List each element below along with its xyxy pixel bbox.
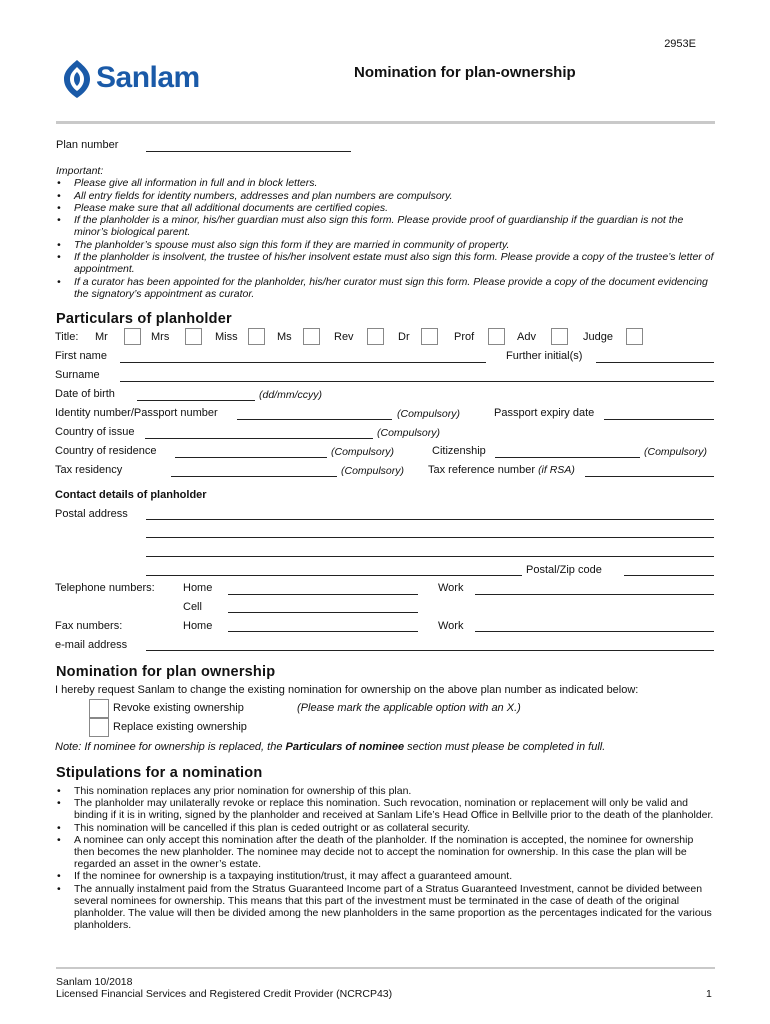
- dob-label: Date of birth: [55, 388, 115, 400]
- stipulations-list: [56, 785, 716, 931]
- dob-format-hint: (dd/mm/ccyy): [259, 389, 322, 401]
- tax-ref-label-text: Tax reference number: [428, 464, 535, 476]
- brand-name: Sanlam: [96, 61, 200, 94]
- plan-number-label: Plan number: [56, 139, 119, 151]
- footer-divider: [56, 967, 715, 969]
- cell-label: Cell: [183, 601, 202, 613]
- title-checkbox-mr[interactable]: [124, 328, 141, 345]
- particulars-heading: Particulars of planholder: [56, 311, 232, 327]
- nomination-heading: Nomination for plan ownership: [56, 664, 276, 680]
- postal-address-line-2[interactable]: [146, 537, 714, 538]
- title-checkbox-dr[interactable]: [421, 328, 438, 345]
- country-issue-compulsory-note: (Compulsory): [377, 427, 441, 439]
- title-option-mrs: Mrs: [151, 331, 170, 343]
- form-code: 2953E: [664, 38, 696, 50]
- stipulation-item: • This nomination will be cancelled if this plan is ceded outright or as collateral security.: [56, 822, 716, 834]
- title-checkbox-mrs[interactable]: [185, 328, 202, 345]
- fax-home-field[interactable]: [228, 631, 418, 632]
- stipulation-item: • The annually instalment paid from the Stratus Guaranteed Income part of a Stratus Guaranteed Investment, cannot be divided between several nominees for ownership. This means that this part of the investment must be terminated in the case of death of the original planholder. The value will then be divided among the new planholders in the same proportion as the percentages indicated for the various planholders.: [56, 883, 716, 932]
- surname-field[interactable]: [120, 381, 714, 382]
- title-option-adv: Adv: [517, 331, 536, 343]
- fax-home-label: Home: [183, 620, 213, 632]
- email-field[interactable]: [146, 650, 714, 651]
- cell-field[interactable]: [228, 612, 418, 613]
- important-item: • Please make sure that all additional documents are certified copies.: [56, 202, 716, 214]
- tax-residency-label: Tax residency: [55, 464, 123, 476]
- stipulations-heading: Stipulations for a nomination: [56, 765, 263, 781]
- footer-line-2: Licensed Financial Services and Registered Credit Provider (NCRCP43): [56, 988, 393, 1000]
- stipulation-item: • This nomination replaces any prior nomination for ownership of this plan.: [56, 785, 716, 797]
- passport-expiry-field[interactable]: [604, 419, 714, 420]
- important-item: • If the planholder is a minor, his/her guardian must also sign this form. Please provide proof of guardianship if the guardian is not the minor’s biological parent.: [56, 214, 716, 239]
- postal-code-label: Postal/Zip code: [526, 564, 602, 576]
- stipulation-item: • A nominee can only accept this nomination after the death of the planholder. If the nomination is accepted, the nominee for ownership then becomes the new planholder. The nominee may decide not to accept the nomination for ownership. In this case the plan will be regarded an asset in the owner’s estate.: [56, 834, 716, 871]
- further-initials-field[interactable]: [596, 362, 714, 363]
- postal-address-line-3[interactable]: [146, 556, 714, 557]
- postal-address-label: Postal address: [55, 508, 128, 520]
- header-divider: [56, 121, 715, 124]
- title-option-judge: Judge: [583, 331, 613, 343]
- stipulation-item: • The planholder may unilaterally revoke or replace this nomination. Such revocation, nomination or replacement will only be valid and binding if it is in writing, signed by the planholder and received at Sanlam Life’s Head Office in Bellville prior to the death of the planholder.: [56, 797, 716, 821]
- sanlam-shield-icon: [60, 58, 94, 100]
- postal-address-line-1[interactable]: [146, 519, 714, 520]
- page-number: 1: [706, 988, 712, 1000]
- revoke-label: Revoke existing ownership: [113, 702, 244, 714]
- title-option-miss: Miss: [215, 331, 238, 343]
- title-checkbox-ms[interactable]: [303, 328, 320, 345]
- telephone-home-field[interactable]: [228, 594, 418, 595]
- country-residence-compulsory-note: (Compulsory): [331, 446, 395, 458]
- title-checkbox-judge[interactable]: [626, 328, 643, 345]
- telephone-label: Telephone numbers:: [55, 582, 155, 594]
- title-option-ms: Ms: [277, 331, 292, 343]
- telephone-home-label: Home: [183, 582, 213, 594]
- footer-line-1: Sanlam 10/2018: [56, 976, 133, 988]
- important-item: • If the planholder is insolvent, the trustee of his/her insolvent estate must also sign this form. Please provide a copy of the trustee’s letter of appointment.: [56, 251, 716, 276]
- country-issue-field[interactable]: [145, 438, 373, 439]
- important-heading: Important:: [56, 165, 104, 177]
- country-residence-field[interactable]: [175, 457, 327, 458]
- telephone-work-label: Work: [438, 582, 464, 594]
- fax-work-label: Work: [438, 620, 464, 632]
- title-option-mr: Mr: [95, 331, 108, 343]
- important-item: • If a curator has been appointed for the planholder, his/her curator must sign this form. Please provide a copy of the document evidencing the signatory’s appointment as curator.: [56, 276, 716, 301]
- first-name-label: First name: [55, 350, 107, 362]
- title-option-dr: Dr: [398, 331, 410, 343]
- citizenship-field[interactable]: [495, 457, 640, 458]
- important-notes: [56, 165, 716, 300]
- sanlam-logo: [58, 58, 238, 102]
- surname-label: Surname: [55, 369, 100, 381]
- footer-text: [56, 976, 392, 1000]
- tax-ref-note: (if RSA): [538, 464, 575, 476]
- title-label: Title:: [55, 331, 79, 343]
- tax-residency-compulsory-note: (Compulsory): [341, 465, 405, 477]
- tax-ref-field[interactable]: [585, 476, 714, 477]
- nomination-request: I hereby request Sanlam to change the existing nomination for ownership on the above plan number as indicated below:: [55, 684, 639, 696]
- title-checkbox-adv[interactable]: [551, 328, 568, 345]
- mark-instruction: (Please mark the applicable option with an X.): [297, 702, 521, 714]
- title-option-rev: Rev: [334, 331, 354, 343]
- title-option-prof: Prof: [454, 331, 475, 343]
- important-item: • Please give all information in full and in block letters.: [56, 177, 716, 189]
- stipulation-item: • If the nominee for ownership is a taxpaying institution/trust, it may affect a guaranteed amount.: [56, 870, 716, 882]
- note-part-c: section must please be completed in full.: [404, 741, 606, 753]
- id-compulsory-note: (Compulsory): [397, 408, 461, 420]
- nomination-note: [55, 741, 605, 753]
- telephone-work-field[interactable]: [475, 594, 714, 595]
- revoke-checkbox[interactable]: [89, 699, 109, 718]
- country-residence-label: Country of residence: [55, 445, 157, 457]
- first-name-field[interactable]: [120, 362, 486, 363]
- tax-ref-label: [428, 464, 575, 476]
- postal-code-field[interactable]: [624, 575, 714, 576]
- further-initials-label: Further initial(s): [506, 350, 583, 362]
- dob-field[interactable]: [137, 400, 255, 401]
- replace-label: Replace existing ownership: [113, 721, 247, 733]
- title-checkbox-rev[interactable]: [367, 328, 384, 345]
- citizenship-label: Citizenship: [432, 445, 486, 457]
- passport-expiry-label: Passport expiry date: [494, 407, 595, 419]
- country-issue-label: Country of issue: [55, 426, 135, 438]
- important-item: • The planholder’s spouse must also sign this form if they are married in community of property.: [56, 239, 716, 251]
- title-checkbox-prof[interactable]: [488, 328, 505, 345]
- tax-residency-field[interactable]: [171, 476, 337, 477]
- contact-heading: Contact details of planholder: [55, 489, 207, 501]
- important-item: • All entry fields for identity numbers, addresses and plan numbers are compulsory.: [56, 190, 716, 202]
- document-title: Nomination for plan-ownership: [354, 64, 576, 81]
- fax-work-field[interactable]: [475, 631, 714, 632]
- replace-checkbox[interactable]: [89, 718, 109, 737]
- note-part-a: Note: If nominee for ownership is replaced, the: [55, 741, 286, 753]
- fax-label: Fax numbers:: [55, 620, 123, 632]
- note-part-b: Particulars of nominee: [285, 741, 405, 753]
- postal-address-line-4[interactable]: [146, 575, 522, 576]
- id-number-label: Identity number/Passport number: [55, 407, 218, 419]
- title-checkbox-miss[interactable]: [248, 328, 265, 345]
- plan-number-field[interactable]: [146, 151, 351, 152]
- id-number-field[interactable]: [237, 419, 392, 420]
- email-label: e-mail address: [55, 639, 128, 651]
- citizenship-compulsory-note: (Compulsory): [644, 446, 708, 458]
